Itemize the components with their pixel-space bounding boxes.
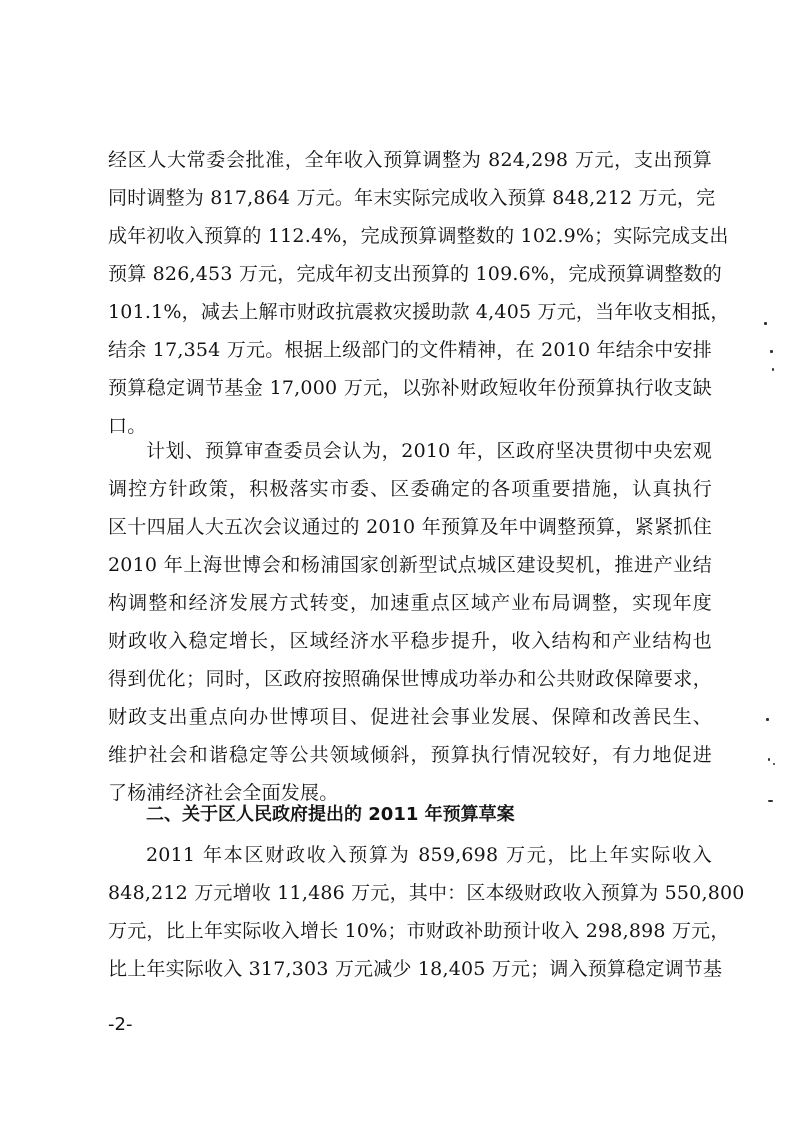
text-line: 口。: [108, 415, 147, 437]
page-number: -2-: [108, 1014, 133, 1035]
text-line: 2010 年上海世博会和杨浦国家创新型试点城区建设契机，推进产业结: [108, 554, 712, 576]
text-line: 财政收入稳定增长，区域经济水平稳步提升，收入结构和产业结构也: [108, 630, 712, 652]
text-line: 同时调整为 817,864 万元。年末实际完成收入预算 848,212 万元，完: [108, 187, 716, 209]
text-line: 经区人大常委会批准，全年收入预算调整为 824,298 万元，支出预算: [108, 149, 712, 171]
text-line: 计划、预算审查委员会认为，2010 年，区政府坚决贯彻中央宏观: [146, 440, 712, 462]
text-line: 101.1%，减去上解市财政抗震救灾援助款 4,405 万元，当年收支相抵，: [108, 301, 730, 323]
text-line: 万元，比上年实际收入增长 10%；市财政补助预计收入 298,898 万元，: [108, 920, 730, 942]
text-line: 848,212 万元增收 11,486 万元，其中：区本级财政收入预算为 550,800: [108, 882, 745, 904]
scan-speck: [773, 763, 775, 765]
text-line: 预算 826,453 万元，完成年初支出预算的 109.6%，完成预算调整数的: [108, 263, 722, 285]
scan-speck: [766, 718, 769, 721]
scan-speck: [768, 758, 770, 761]
text-line: 预算稳定调节基金 17,000 万元，以弥补财政短收年份预算执行收支缺: [108, 377, 712, 399]
text-line: 得到优化；同时，区政府按照确保世博成功举办和公共财政保障要求，: [108, 668, 712, 690]
paragraph-budget-adjustment: [108, 141, 730, 445]
text-line: 2011 年本区财政收入预算为 859,698 万元，比上年实际收入: [146, 844, 712, 866]
scan-speck: [772, 368, 774, 371]
text-line: 调控方针政策，积极落实市委、区委确定的各项重要措施，认真执行: [108, 478, 712, 500]
scan-speck: [770, 350, 773, 353]
text-line: 财政支出重点向办世博项目、促进社会事业发展、保障和改善民生、: [108, 706, 712, 728]
text-line: 维护社会和谐稳定等公共领域倾斜，预算执行情况较好，有力地促进: [108, 744, 712, 766]
section-heading: 二、关于区人民政府提出的 2011 年预算草案: [146, 804, 515, 825]
scan-speck: [764, 322, 767, 325]
paragraph-2011-budget: [108, 836, 745, 988]
text-line: 成年初收入预算的 112.4%，完成预算调整数的 102.9%；实际完成支出: [108, 225, 729, 247]
text-line: 结余 17,354 万元。根据上级部门的文件精神，在 2010 年结余中安排: [108, 339, 712, 361]
text-line: 区十四届人大五次会议通过的 2010 年预算及年中调整预算，紧紧抓住: [108, 516, 712, 538]
text-line: 构调整和经济发展方式转变，加速重点区域产业布局调整，实现年度: [108, 592, 712, 614]
scan-speck: [768, 800, 773, 802]
text-line: 了杨浦经济社会全面发展。: [108, 782, 339, 804]
text-line: 比上年实际收入 317,303 万元减少 18,405 万元；调入预算稳定调节基: [108, 958, 723, 980]
paragraph-committee-assessment: [108, 432, 712, 812]
